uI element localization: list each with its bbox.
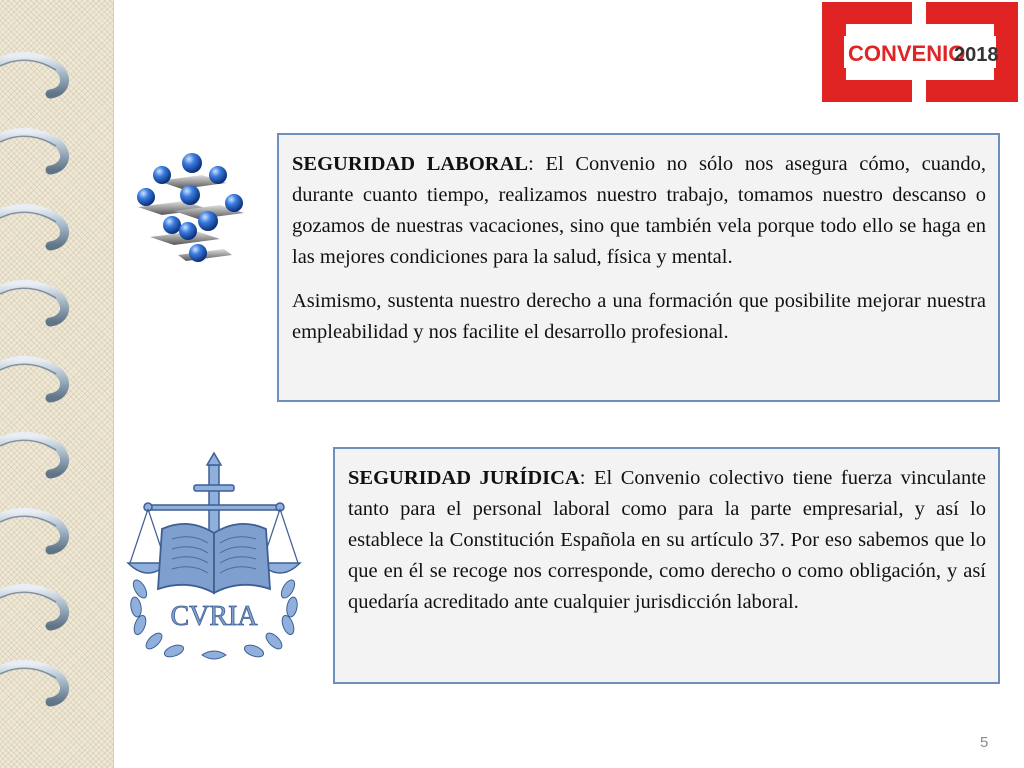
- seguridad-laboral-paragraph-2: Asimismo, sustenta nuestro derecho a una formación que posibilite mejorar nuestra empleabilidad y nos facilite el desarrollo profesional.: [292, 290, 986, 343]
- seguridad-juridica-box: [333, 447, 1000, 684]
- scroll-ornament-icon: [0, 0, 113, 768]
- page-number: 5: [980, 734, 989, 751]
- decorative-left-strip: [0, 0, 114, 768]
- seguridad-laboral-box: [277, 133, 1000, 402]
- cvria-emblem: [122, 447, 306, 667]
- convenio-2018-logo: [816, 0, 1024, 104]
- seguridad-laboral-heading: SEGURIDAD LABORAL: [292, 153, 529, 175]
- blue-spheres-structure-icon: [128, 145, 256, 273]
- logo-year-text: 2018: [954, 44, 999, 66]
- cvria-text: CVRIA: [170, 601, 258, 632]
- logo-convenio-text: CONVENIO: [848, 41, 966, 66]
- seguridad-laboral-paragraph-1: [292, 149, 986, 273]
- seguridad-laboral-text-1: : El Convenio no sólo nos asegura cómo, cuando, durante cuanto tiempo, realizamos nuestro trabajo, tomamos nuestro descanso o gozamos de nuestras vacaciones, sino que también vela porque todo ello se haga en las mejores condiciones para la salud, física y mental.: [292, 153, 986, 268]
- seguridad-juridica-paragraph: [348, 463, 986, 618]
- seguridad-juridica-text: : El Convenio colectivo tiene fuerza vinculante tanto para el personal laboral como para la parte empresarial, y así lo establece la Constitución Española en su artículo 37. Por eso sabemos que lo que en él se recoge nos corresponde, como derecho o como obligación, y así quedaría acreditado ante cualquier jurisdicción laboral.: [348, 467, 987, 613]
- seguridad-juridica-heading: SEGURIDAD JURÍDICA: [348, 467, 580, 489]
